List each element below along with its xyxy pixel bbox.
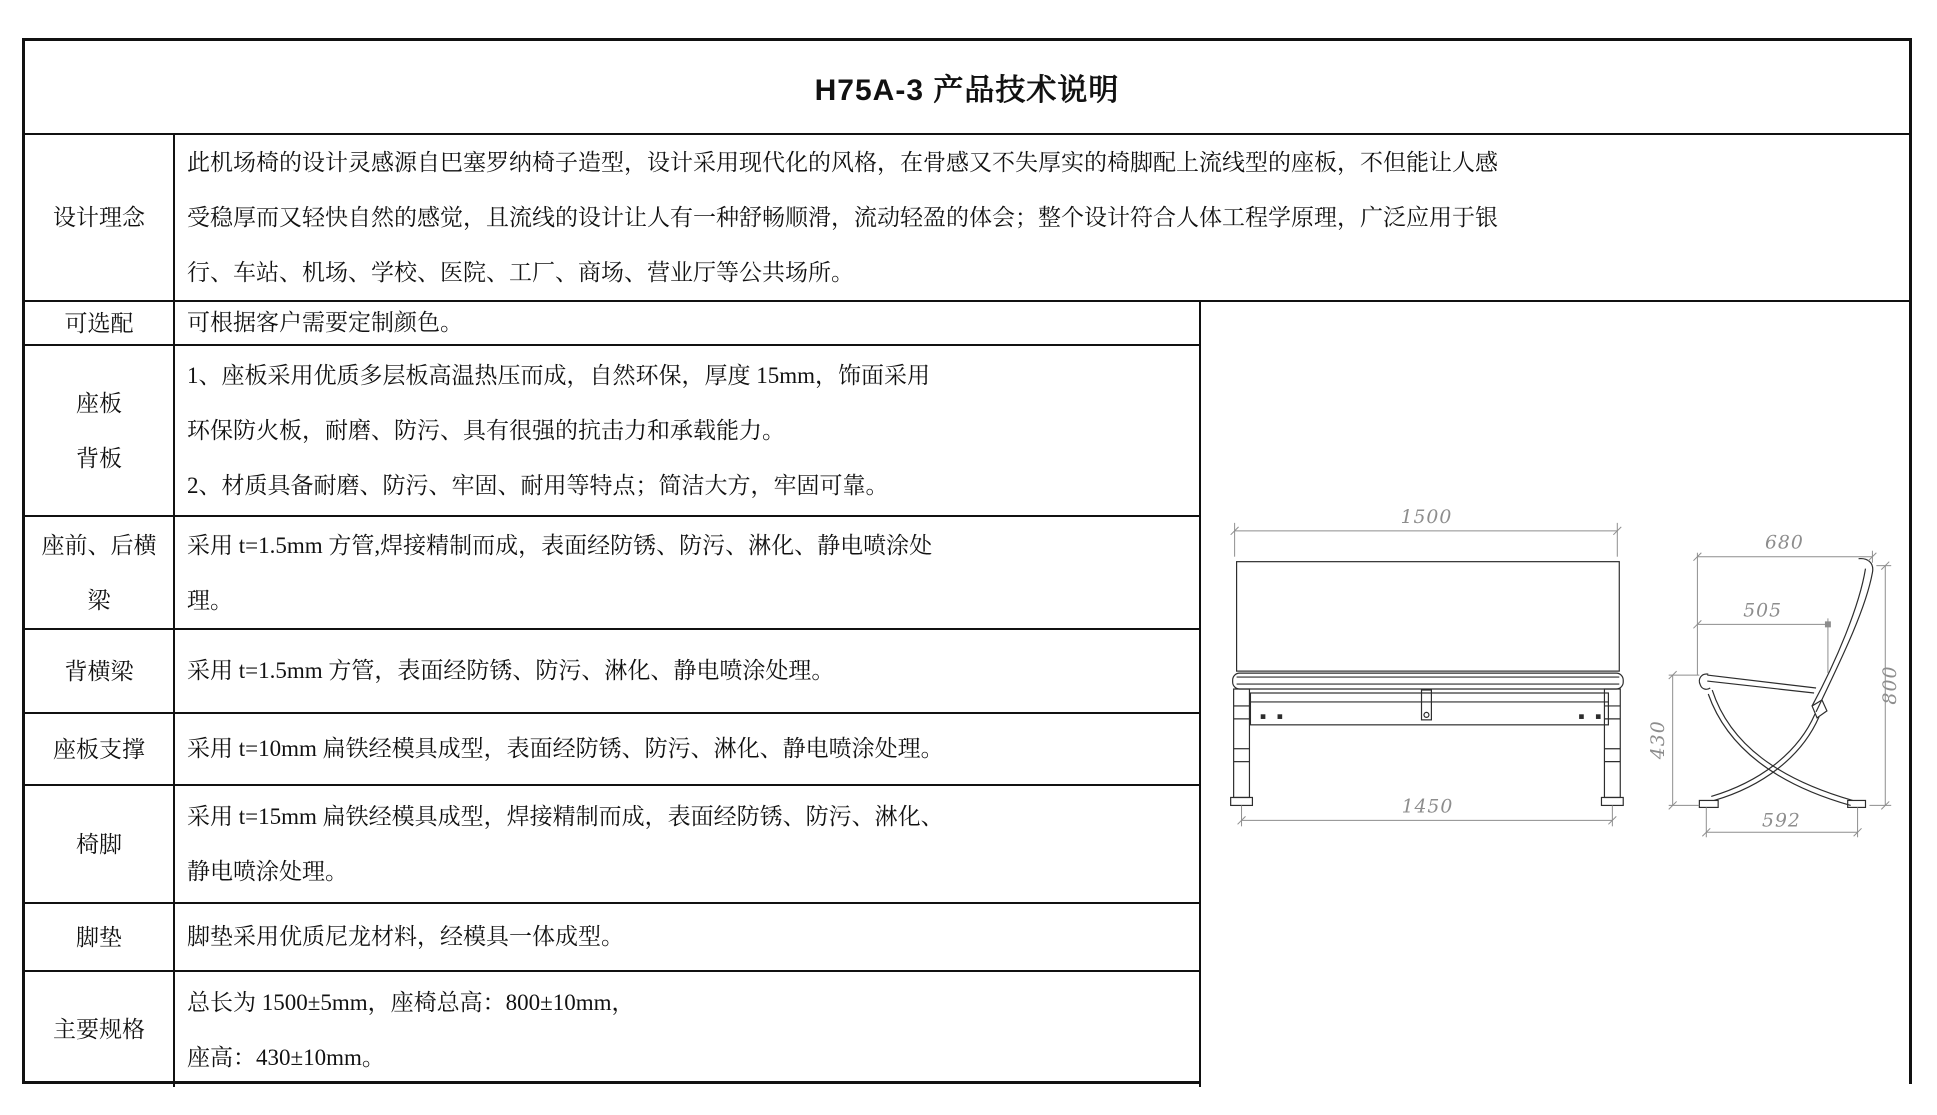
- dimension-label-side-foot-spread: 592: [1762, 810, 1801, 832]
- spec-row-seat-support: [25, 712, 1199, 784]
- content-line: 采用 t=15mm 扁铁经模具成型，焊接精制而成，表面经防锈、防污、淋化、: [187, 804, 944, 829]
- side-view-drawing: [1699, 559, 1872, 808]
- row-header-label: 椅脚: [76, 831, 122, 857]
- spec-row-design-concept: [25, 133, 1909, 300]
- content-line: 采用 t=1.5mm 方管，表面经防锈、防污、淋化、静电喷涂处理。: [187, 658, 835, 683]
- content-line: 环保防火板，耐磨、防污、具有很强的抗击力和承载能力。: [187, 418, 785, 443]
- row-header-seat-back-panel: [25, 346, 175, 515]
- dimension-lines: [1231, 523, 1892, 837]
- content-line: 静电喷涂处理。: [187, 859, 348, 884]
- row-content-design-concept: [175, 135, 1909, 300]
- row-header-foot-pad: [25, 904, 175, 970]
- table-title-row: [25, 41, 1909, 133]
- row-header-seat-support: [25, 714, 175, 784]
- spec-row-back-rail: [25, 628, 1199, 712]
- content-line: 座高：430±10mm。: [187, 1044, 385, 1070]
- spec-row-seat-back-panel: [25, 344, 1199, 515]
- row-header-optional: [25, 302, 175, 344]
- dimension-labels: [1401, 507, 1902, 832]
- dimension-label-side-seat-depth: 505: [1743, 600, 1783, 622]
- content-line: 受稳厚而又轻快自然的感觉，且流线的设计让人有一种舒畅顺滑，流动轻盈的体会；整个设计符合人体工程学原理，广泛应用于银: [187, 205, 1498, 230]
- row-content-chair-legs: [175, 786, 1199, 902]
- row-header-chair-legs: [25, 786, 175, 902]
- spec-row-seat-rails: [25, 515, 1199, 628]
- row-header-design-concept: [25, 135, 175, 300]
- technical-drawing-panel: [1199, 300, 1909, 1087]
- dimension-label-front-top-width: 1500: [1400, 506, 1453, 528]
- row-header-label: 背板: [76, 445, 122, 471]
- row-header-label: 座板: [76, 390, 122, 416]
- content-line: 总长为 1500±5mm，座椅总高：800±10mm，: [187, 989, 635, 1015]
- row-header-label: 座前、后横: [41, 532, 157, 558]
- content-line: 采用 t=1.5mm 方管,焊接精制而成，表面经防锈、防污、淋化、静电喷涂处: [187, 532, 933, 558]
- row-header-label: 脚垫: [76, 924, 122, 950]
- content-line: 脚垫采用优质尼龙材料，经模具一体成型。: [187, 924, 624, 949]
- dimension-label-side-depth: 680: [1765, 532, 1804, 554]
- row-header-label: 主要规格: [53, 1017, 145, 1042]
- row-header-main-dimensions: [25, 972, 175, 1087]
- content-line: 此机场椅的设计灵感源自巴塞罗纳椅子造型，设计采用现代化的风格，在骨感又不失厚实的椅脚配上流线型的座板，不但能让人感: [187, 150, 1498, 175]
- row-header-label: 座板支撑: [53, 736, 145, 762]
- row-content-back-rail: [175, 630, 1199, 712]
- row-content-main-dimensions: [175, 972, 1199, 1087]
- dimension-label-front-bottom-width: 1450: [1401, 796, 1454, 818]
- dimension-label-side-seat-height: 430: [1647, 720, 1669, 760]
- front-view-drawing: [1231, 562, 1624, 806]
- row-content-seat-support: [175, 714, 1199, 784]
- row-header-label: 背横梁: [64, 658, 134, 684]
- row-content-seat-back-panel: [175, 346, 1199, 515]
- row-header-label: 设计理念: [53, 205, 145, 230]
- row-header-back-rail: [25, 630, 175, 712]
- row-header-seat-rails: [25, 517, 175, 628]
- spec-table: [22, 38, 1912, 1084]
- row-header-label: 可选配: [64, 310, 134, 336]
- technical-drawing-svg: [1201, 302, 1909, 1085]
- content-line: 采用 t=10mm 扁铁经模具成型，表面经防锈、防污、淋化、静电喷涂处理。: [187, 736, 944, 761]
- content-line: 行、车站、机场、学校、医院、工厂、商场、营业厅等公共场所。: [187, 260, 854, 285]
- content-line: 2、材质具备耐磨、防污、牢固、耐用等特点；简洁大方，牢固可靠。: [187, 473, 889, 498]
- spec-row-chair-legs: [25, 784, 1199, 902]
- spec-row-main-dimensions: [25, 970, 1199, 1087]
- row-content-seat-rails: [175, 517, 1199, 628]
- spec-row-foot-pad: [25, 902, 1199, 970]
- content-line: 可根据客户需要定制颜色。: [187, 310, 463, 335]
- row-content-optional: [175, 302, 1199, 344]
- dimension-label-side-height: 800: [1880, 665, 1902, 705]
- page-title: H75A-3 产品技术说明: [814, 74, 1120, 107]
- spec-row-optional: [25, 300, 1199, 344]
- content-line: 理。: [187, 587, 233, 613]
- row-header-label: 梁: [87, 587, 111, 613]
- row-content-foot-pad: [175, 904, 1199, 970]
- content-line: 1、座板采用优质多层板高温热压而成，自然环保，厚度 15mm，饰面采用: [187, 363, 931, 388]
